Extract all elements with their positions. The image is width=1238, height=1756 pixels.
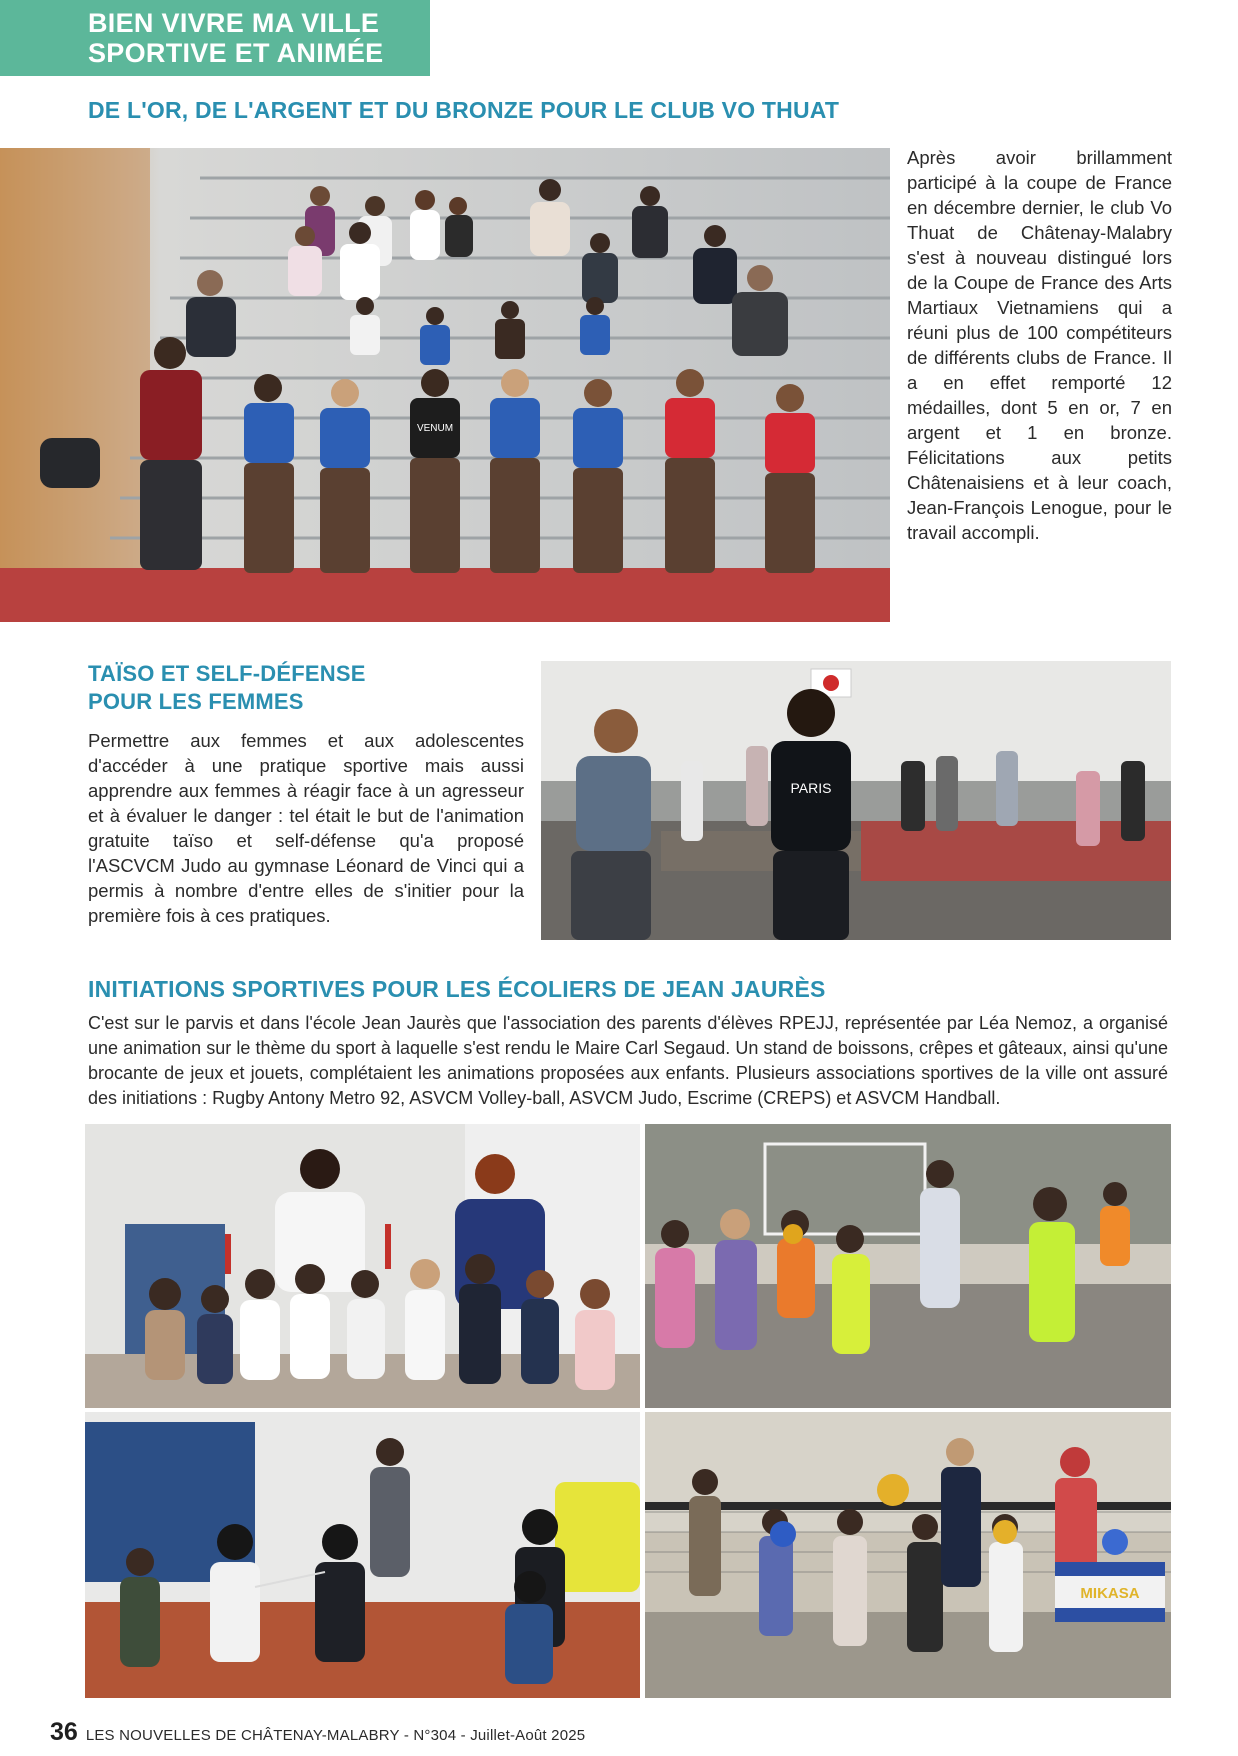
vo-thuat-heading: DE L'OR, DE L'ARGENT ET DU BRONZE POUR LE CLUB VO THUAT	[88, 97, 840, 123]
self-defense-photo	[541, 661, 1171, 940]
fencing-photo	[85, 1412, 640, 1698]
taiso-body-text: Permettre aux femmes et aux adolescentes d'accéder à une pratique sportive mais aussi apprendre aux femmes à réagir face à un agresseur et à évaluer le danger : tel était le but de l'animation gratuite taïso et self-défense qu'a proposé l'ASCVCM Judo au gymnase Léonard de Vinci qui a permis à nombre d'entre elles de s'initier pour la première fois à ces pratiques.	[88, 730, 524, 926]
taiso-heading-line-1: TAÏSO ET SELF-DÉFENSE	[88, 661, 366, 686]
paris-shirt-text: PARIS	[790, 780, 832, 796]
mikasa-flag-text: MIKASA	[1080, 1585, 1140, 1602]
page-number: 36	[50, 1718, 78, 1746]
page-footer	[50, 1718, 585, 1748]
volleyball-photo	[645, 1412, 1171, 1698]
initiations-heading: INITIATIONS SPORTIVES POUR LES ÉCOLIERS DE JEAN JAURÈS	[88, 976, 826, 1002]
banner-line-1: BIEN VIVRE MA VILLE	[88, 8, 380, 38]
section-banner	[0, 0, 430, 76]
banner-line-2: SPORTIVE ET ANIMÉE	[88, 38, 384, 68]
publication-info: LES NOUVELLES DE CHÂTENAY-MALABRY - N°304 - Juillet-Août 2025	[85, 1727, 586, 1744]
vo-thuat-team-photo	[0, 148, 890, 622]
initiations-body-text: C'est sur le parvis et dans l'école Jean Jaurès que l'association des parents d'élèves RPEJJ, représentée par Léa Nemoz, a organisé une animation sur le thème du sport à laquelle s'est rendu le Maire Carl Segaud. Un stand de boissons, crêpes et gâteaux, ainsi qu'une brocante de jeux et jouets, complétaient les animations proposées aux enfants. Plusieurs associations sportives de la ville ont assuré des initiations : Rugby Antony Metro 92, ASVCM Volley-ball, ASVCM Judo, Escrime (CREPS) et ASVCM Handball.	[88, 1013, 1168, 1108]
taiso-heading-line-2: POUR LES FEMMES	[88, 689, 304, 714]
schoolyard-handball-photo	[645, 1124, 1171, 1408]
venum-shirt-text: VENUM	[416, 423, 454, 434]
vo-thuat-body-text: Après avoir brillamment participé à la coupe de France en décembre dernier, le club Vo Thuat de Châtenay-Malabry s'est à nouveau distingué lors de la Coupe de France des Arts Martiaux Vietnamiens qui a réuni plus de 100 compétiteurs de différents clubs de France. Il a en effet remporté 12 médailles, dont 5 en or, 7 en argent et 1 en bronze. Félicitations aux petits Châtenaisiens et à leur coach, Jean-François Lenogue, pour le travail accompli.	[907, 147, 1172, 543]
judo-kids-photo	[85, 1124, 640, 1408]
